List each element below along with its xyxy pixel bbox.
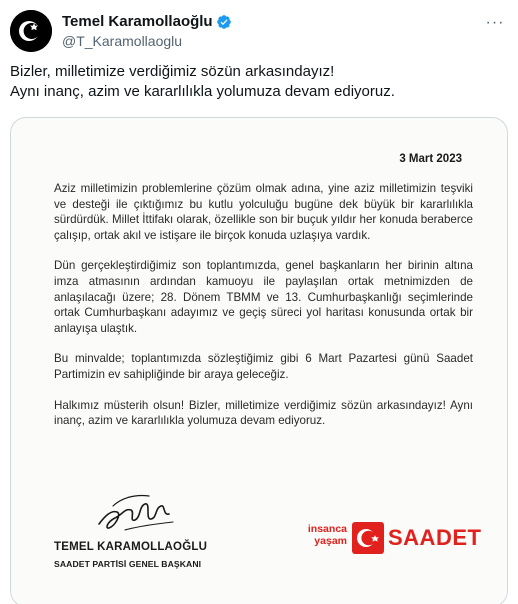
tweet-line: Aynı inanç, azim ve kararlılıkla yolumuza devam ediyoruz. — [10, 83, 395, 100]
logo-slogan-line: yaşam — [314, 535, 347, 547]
letter-paragraph: Bu minvalde; toplantımızda sözleştiğimiz gibi 6 Mart Pazartesi günü Saadet Partimizin ev sahipliğinde bir araya geleceğiz. — [54, 352, 473, 381]
letter-paragraph: Aziz milletimizin problemlerine çözüm olmak adına, yine aziz milletimizin teşviki ve desteği ile çıktığımız bu kutlu yolculuğu bugüne dek büyük bir kararlılıkla sürdürdük. Millet İttifakı olarak, özellikle son bir buçuk yıldır her konuda beraberce çalışıp, ortak akıl ve istişare ile birçok konuda uzlaşıya vardık. — [54, 182, 473, 242]
saadet-crescent-star-icon — [352, 522, 384, 554]
tweet-header — [10, 8, 508, 54]
logo-slogan-line: insanca — [307, 523, 347, 535]
author-handle[interactable]: @T_Karamollaoglu — [62, 33, 183, 49]
crescent-star-icon — [10, 10, 52, 52]
saadet-logo — [289, 520, 482, 556]
letter-body — [54, 181, 473, 444]
author-display-name[interactable]: Temel Karamollaoğlu — [62, 13, 213, 30]
letter-paragraph: Dün gerçekleştirdiğimiz son toplantımızda, genel başkanların her birinin altına imza atmasının ardından kamuoyu ile paylaşılan ortak metnimizden de anlaşılacağı üzere; 28. Dönem TBMM ve 13. Cumhurbaşkanlığı seçimlerinde ortak Cumhurbaşkanı adayımız ve geçiş süreci yol haritası konusunda ortak bir anlayışa ulaştık. — [54, 259, 473, 335]
avatar[interactable] — [10, 10, 52, 52]
handwritten-signature-icon — [95, 486, 177, 536]
tweet-text — [10, 62, 508, 102]
letter-date: 3 Mart 2023 — [399, 153, 462, 165]
verified-badge-icon — [216, 14, 232, 30]
author-name-row[interactable] — [62, 13, 232, 30]
tweet-line: Bizler, milletimize verdiğimiz sözün arkasındayız! — [10, 63, 335, 80]
logo-wordmark: SAADET — [388, 525, 482, 550]
more-options-icon[interactable]: ··· — [485, 14, 505, 31]
letter-paragraph: Halkımız müsterih olsun! Bizler, milletimize verdiğimiz sözün arkasındayız! Aynı inanç, azim ve kararlılıkla yolumuza devam ediyoruz. — [54, 398, 473, 428]
signature-name: TEMEL KARAMOLLAOĞLU — [54, 541, 208, 553]
tweet-image-letter[interactable] — [10, 117, 508, 604]
logo-slogan — [289, 523, 347, 547]
signature-title: SAADET PARTİSİ GENEL BAŞKANI — [54, 559, 202, 569]
